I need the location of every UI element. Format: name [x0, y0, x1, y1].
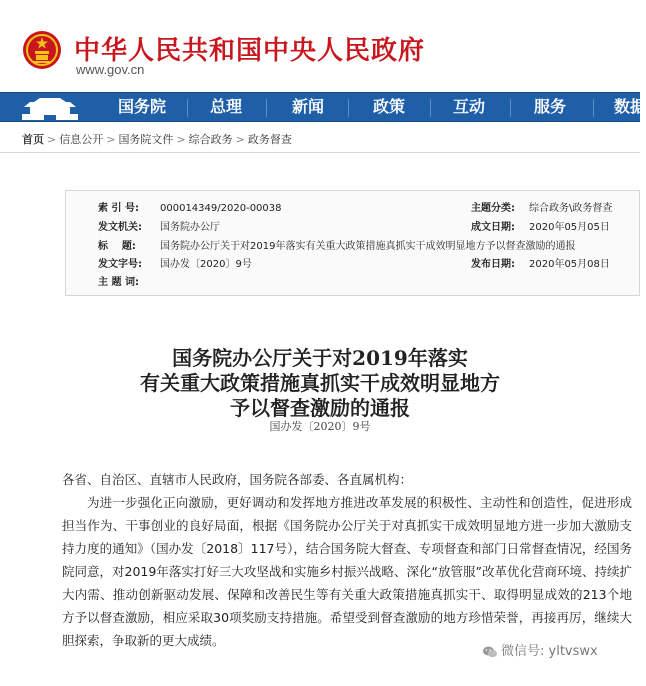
breadcrumb-state-council-docs[interactable]: 国务院文件 — [118, 133, 174, 146]
info-docno-label: 发文字号: — [98, 259, 142, 270]
info-title-label: 标 题: — [98, 241, 136, 252]
info-issuer-value: 国务院办公厅 — [160, 222, 220, 233]
nav-item-news[interactable]: 新闻 — [292, 97, 325, 116]
nav-item-state-council[interactable]: 国务院 — [118, 97, 167, 116]
document-title-line-2: 有关重大政策措施真抓实干成效明显地方 — [140, 371, 500, 395]
document-addressee: 各省、自治区、直辖市人民政府，国务院各部委、各直属机构： — [62, 472, 413, 487]
info-category-value: 综合政务\政务督查 — [529, 203, 613, 214]
info-index-value: 000014349/2020-00038 — [160, 203, 282, 214]
breadcrumb-info-disclosure[interactable]: 信息公开 — [59, 133, 104, 146]
info-issuer — [98, 218, 220, 233]
document-paragraph: 为进一步强化正向激励，更好调动和发挥地方推进改革发展的积极性、主动性和创造性，促进形成担当作为、干事创业的良好局面，根据《国务院办公厅关于对真抓实干成效明显地方进一步加大激励支持力度的通知》（国办发〔2018〕117号），结合国务院大督查、专项督查和部门日常督查情况，经国务院同意，对2019年落实打好三大攻坚战和实施乡村振兴战略、深化“放管服”改革优化营商环境、持续扩大内需、推动创新驱动发展、保障和改善民生等有关重大政策措施真抓实干、取得明显成效的213个地方予以督查激励，相应采取30项奖励支持措施。希望受到督查激励的地方珍惜荣誉，再接再厉，继续大胆探索，争取新的更大成绩。 — [62, 495, 632, 648]
breadcrumb-home[interactable]: 首页 — [22, 133, 44, 146]
document-title-line-3: 予以督查激励的通报 — [230, 396, 410, 420]
nav-divider — [510, 99, 511, 117]
info-issuer-label: 发文机关: — [98, 222, 142, 233]
national-emblem-icon[interactable] — [22, 30, 62, 70]
breadcrumb-separator: > — [235, 133, 245, 146]
tiananmen-logo-icon[interactable] — [0, 93, 100, 123]
info-published-label: 发布日期: — [471, 259, 515, 270]
breadcrumb-general-affairs[interactable]: 综合政务 — [188, 133, 233, 146]
info-category — [471, 199, 612, 214]
site-header — [0, 0, 640, 92]
breadcrumb — [22, 131, 292, 147]
info-title-value: 国务院办公厅关于对2019年落实有关重大政策措施真抓实干成效明显地方予以督查激励的通报 — [160, 241, 576, 252]
nav-item-data[interactable]: 数据 — [614, 97, 646, 116]
info-title — [98, 237, 575, 252]
document-title-line-1: 国务院办公厅关于对2019年落实 — [172, 346, 468, 370]
document-info-box — [65, 190, 640, 296]
site-domain[interactable]: www.gov.cn — [76, 62, 145, 77]
info-keywords — [98, 273, 160, 288]
nav-item-services[interactable]: 服务 — [534, 97, 567, 116]
breadcrumb-separator: > — [106, 133, 116, 146]
info-docno — [98, 255, 252, 270]
info-index — [98, 199, 282, 214]
main-nav — [0, 92, 646, 122]
watermark-text: 微信号: yltvswx — [501, 644, 598, 659]
nav-divider — [593, 99, 594, 117]
document-number: 国办发〔2020〕9号 — [269, 420, 371, 433]
info-category-label: 主题分类: — [471, 203, 515, 214]
info-published-value: 2020年05月08日 — [529, 259, 610, 270]
info-created-label: 成文日期: — [471, 222, 515, 233]
breadcrumb-separator: > — [176, 133, 186, 146]
site-title[interactable]: 中华人民共和国中央人民政府 — [74, 36, 426, 66]
breadcrumb-divider — [0, 152, 640, 153]
nav-divider — [430, 99, 431, 117]
nav-item-policy[interactable]: 政策 — [373, 97, 406, 116]
wechat-watermark — [478, 641, 602, 663]
nav-item-interaction[interactable]: 互动 — [453, 97, 486, 116]
info-created — [471, 218, 610, 233]
wechat-icon — [482, 644, 498, 660]
info-docno-value: 国办发〔2020〕9号 — [160, 259, 252, 270]
breadcrumb-supervision[interactable]: 政务督查 — [247, 133, 292, 146]
info-created-value: 2020年05月05日 — [529, 222, 610, 233]
breadcrumb-separator: > — [47, 133, 57, 146]
nav-divider — [187, 99, 188, 117]
info-keywords-label: 主 题 词: — [98, 277, 139, 288]
nav-item-premier[interactable]: 总理 — [210, 97, 243, 116]
info-index-label: 索 引 号: — [98, 203, 139, 214]
document-body — [62, 468, 632, 652]
info-published — [471, 255, 610, 270]
nav-divider — [348, 99, 349, 117]
nav-divider — [266, 99, 267, 117]
